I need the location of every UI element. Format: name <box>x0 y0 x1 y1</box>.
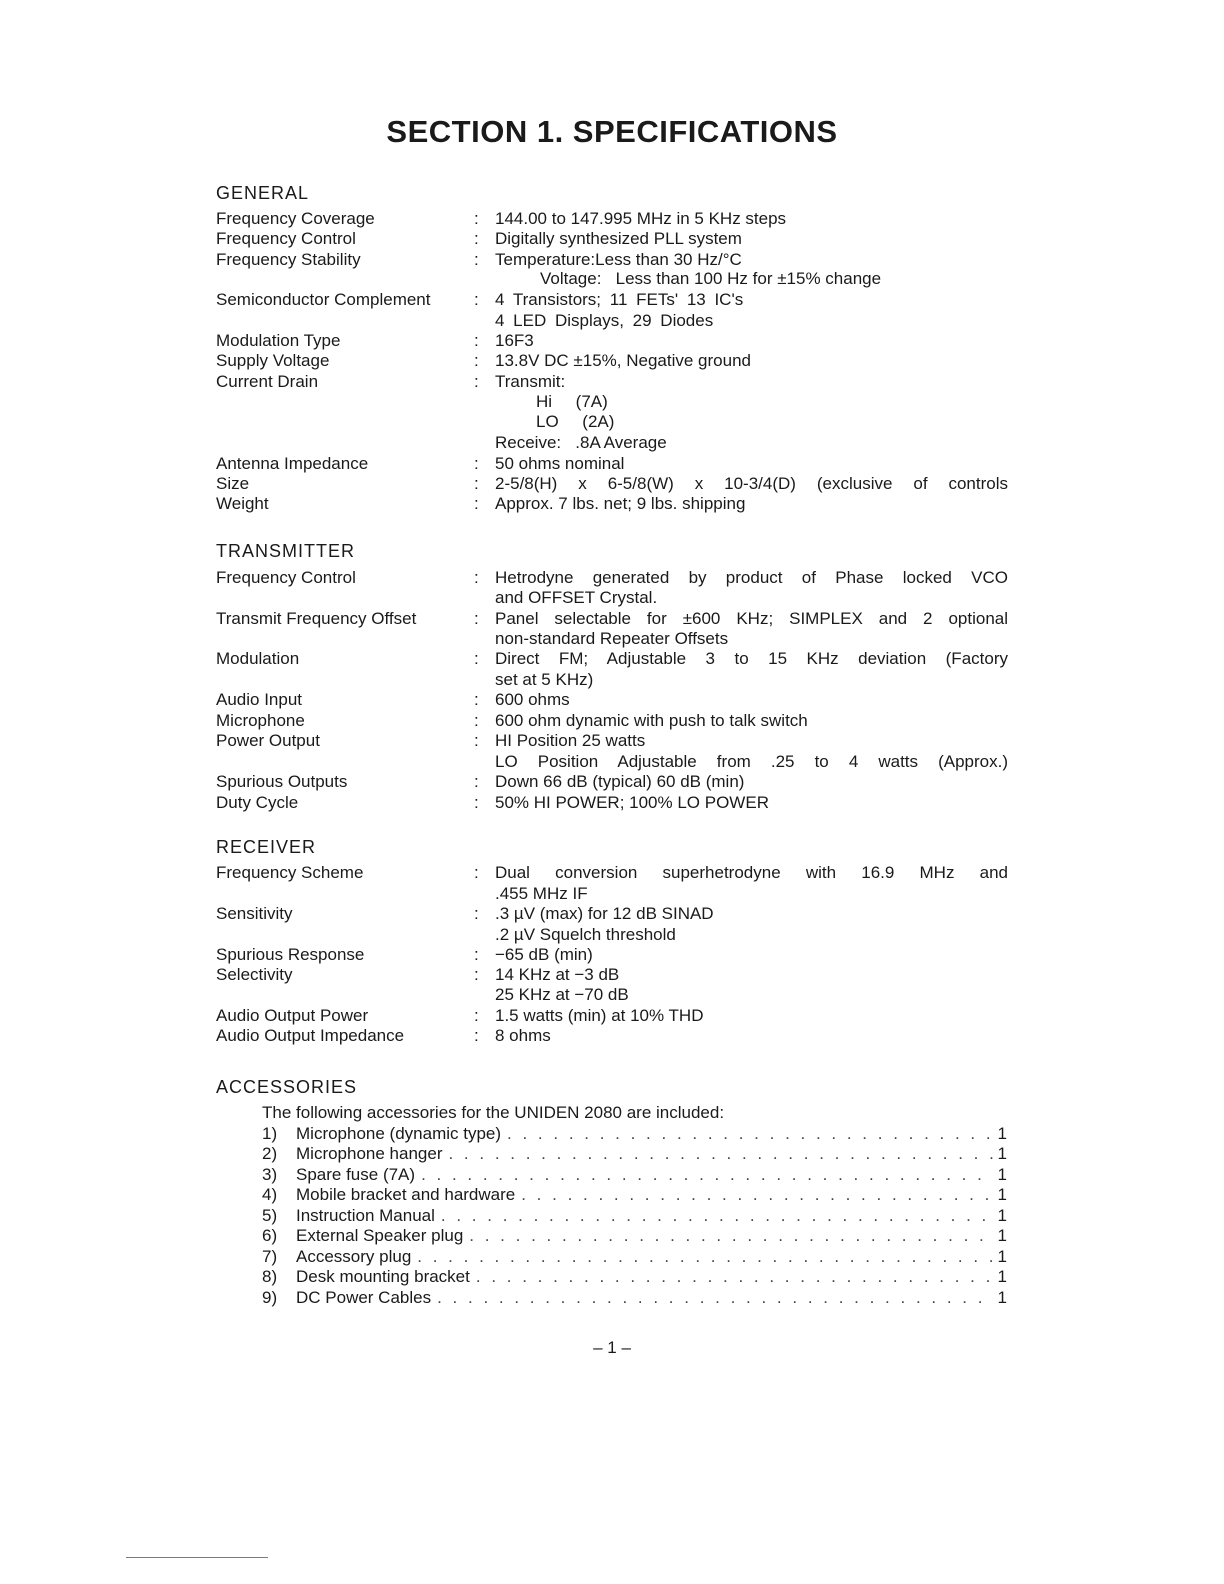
spec-line <box>216 588 1008 608</box>
spec-colon: : <box>474 793 479 812</box>
spec-colon: : <box>474 772 479 791</box>
spec-line <box>216 433 1008 453</box>
spec-colon: : <box>474 690 479 709</box>
list-item <box>262 1288 1007 1308</box>
spec-value: Panel selectable for ±600 KHz; SIMPLEX and 2 optional <box>495 609 1008 628</box>
spec-label: Modulation Type <box>216 331 341 350</box>
spec-colon: : <box>474 731 479 750</box>
spec-value: non-standard Repeater Offsets <box>495 629 729 648</box>
spec-colon: : <box>474 904 479 923</box>
item-quantity: 1 <box>997 1247 1007 1266</box>
spec-line <box>216 1006 1008 1026</box>
item-name: Spare fuse (7A) <box>296 1165 416 1184</box>
spec-line <box>216 412 1008 432</box>
section-heading-transmitter: TRANSMITTER <box>216 541 355 561</box>
item-number: 5) <box>262 1206 278 1225</box>
spec-line <box>216 209 1008 229</box>
item-number: 8) <box>262 1267 278 1286</box>
spec-label: Spurious Response <box>216 945 365 964</box>
spec-value: and OFFSET Crystal. <box>495 588 658 607</box>
item-name: Accessory plug <box>296 1247 412 1266</box>
spec-label: Transmit Frequency Offset <box>216 609 417 628</box>
item-number: 3) <box>262 1165 278 1184</box>
dot-leader <box>442 1144 993 1164</box>
item-quantity: 1 <box>997 1144 1007 1163</box>
spec-value: 25 KHz at −70 dB <box>495 985 629 1004</box>
spec-value: 16F3 <box>495 331 534 350</box>
item-number: 4) <box>262 1185 278 1204</box>
spec-colon: : <box>474 965 479 984</box>
spec-line <box>216 690 1008 710</box>
spec-line <box>216 670 1008 690</box>
spec-label: Modulation <box>216 649 300 668</box>
spec-value: LO (2A) <box>536 412 615 431</box>
spec-line <box>216 884 1008 904</box>
spec-line <box>216 229 1008 249</box>
spec-line <box>216 351 1008 371</box>
spec-value: −65 dB (min) <box>495 945 593 964</box>
footer-rule <box>126 1557 268 1558</box>
spec-value: .3 µV (max) for 12 dB SINAD <box>495 904 714 923</box>
item-name: Instruction Manual <box>296 1206 435 1225</box>
item-quantity: 1 <box>997 1267 1007 1286</box>
dot-leader <box>415 1165 993 1185</box>
spec-label: Power Output <box>216 731 320 750</box>
item-number: 2) <box>262 1144 278 1163</box>
spec-value: Direct FM; Adjustable 3 to 15 KHz deviation (Factory <box>495 649 1008 668</box>
spec-value: Dual conversion superhetrodyne with 16.9 MHz and <box>495 863 1008 882</box>
spec-line <box>216 731 1008 751</box>
item-number: 6) <box>262 1226 278 1245</box>
spec-value: .455 MHz IF <box>495 884 588 903</box>
spec-line <box>216 568 1008 588</box>
spec-line <box>216 711 1008 731</box>
spec-label: Semiconductor Complement <box>216 290 431 309</box>
spec-label: Selectivity <box>216 965 293 984</box>
item-name: Desk mounting bracket <box>296 1267 470 1286</box>
spec-colon: : <box>474 863 479 882</box>
spec-label: Microphone <box>216 711 305 730</box>
spec-line <box>216 609 1008 629</box>
spec-value: 600 ohm dynamic with push to talk switch <box>495 711 808 730</box>
spec-colon: : <box>474 649 479 668</box>
spec-line <box>216 863 1008 883</box>
spec-value: Approx. 7 lbs. net; 9 lbs. shipping <box>495 494 746 513</box>
spec-value: 8 ohms <box>495 1026 551 1045</box>
spec-label: Audio Input <box>216 690 303 709</box>
spec-line <box>216 372 1008 392</box>
spec-colon: : <box>474 331 479 350</box>
item-quantity: 1 <box>997 1165 1007 1184</box>
spec-colon: : <box>474 474 479 493</box>
list-item <box>262 1124 1007 1144</box>
spec-value: Transmit: <box>495 372 566 391</box>
spec-label: Supply Voltage <box>216 351 330 370</box>
spec-line <box>216 290 1008 310</box>
spec-colon: : <box>474 290 479 309</box>
dot-leader <box>470 1267 994 1287</box>
spec-line <box>216 269 1008 289</box>
item-number: 1) <box>262 1124 278 1143</box>
spec-value: 1.5 watts (min) at 10% THD <box>495 1006 704 1025</box>
spec-line <box>216 454 1008 474</box>
spec-line <box>216 1026 1008 1046</box>
dot-leader <box>411 1247 993 1267</box>
item-name: External Speaker plug <box>296 1226 464 1245</box>
spec-label: Audio Output Power <box>216 1006 369 1025</box>
spec-colon: : <box>474 711 479 730</box>
item-quantity: 1 <box>997 1124 1007 1143</box>
spec-colon: : <box>474 494 479 513</box>
spec-line <box>216 793 1008 813</box>
spec-label: Spurious Outputs <box>216 772 348 791</box>
spec-label: Antenna Impedance <box>216 454 369 473</box>
list-item <box>262 1165 1007 1185</box>
dot-leader <box>501 1124 994 1144</box>
accessories-intro: The following accessories for the UNIDEN 2080 are included: <box>262 1103 725 1122</box>
item-quantity: 1 <box>997 1206 1007 1225</box>
spec-line <box>216 311 1008 331</box>
list-item <box>262 1206 1007 1226</box>
spec-colon: : <box>474 454 479 473</box>
spec-colon: : <box>474 1006 479 1025</box>
section-heading-general: GENERAL <box>216 183 310 203</box>
spec-colon: : <box>474 351 479 370</box>
spec-colon: : <box>474 209 479 228</box>
spec-line <box>216 965 1008 985</box>
list-item <box>262 1144 1007 1164</box>
section-heading-receiver: RECEIVER <box>216 837 317 857</box>
spec-value: Voltage: Less than 100 Hz for ±15% change <box>540 269 882 288</box>
item-quantity: 1 <box>997 1226 1007 1245</box>
spec-colon: : <box>474 1026 479 1045</box>
spec-line <box>216 474 1008 494</box>
spec-value: Down 66 dB (typical) 60 dB (min) <box>495 772 745 791</box>
spec-value: 4 Transistors; 11 FETs' 13 IC's <box>495 290 744 309</box>
spec-line <box>216 985 1008 1005</box>
spec-line <box>216 945 1008 965</box>
item-name: Mobile bracket and hardware <box>296 1185 516 1204</box>
spec-line <box>216 392 1008 412</box>
spec-label: Current Drain <box>216 372 319 391</box>
spec-label: Sensitivity <box>216 904 293 923</box>
spec-colon: : <box>474 229 479 248</box>
section-heading-accessories: ACCESSORIES <box>216 1077 358 1097</box>
item-name: DC Power Cables <box>296 1288 432 1307</box>
list-item <box>262 1247 1007 1267</box>
spec-line <box>216 494 1008 514</box>
spec-value: Hetrodyne generated by product of Phase locked VCO <box>495 568 1008 587</box>
dot-leader <box>463 1226 993 1246</box>
spec-value: LO Position Adjustable from .25 to 4 watts (Approx.) <box>495 752 1008 771</box>
spec-label: Frequency Coverage <box>216 209 375 228</box>
spec-label: Audio Output Impedance <box>216 1026 405 1045</box>
spec-line <box>216 925 1008 945</box>
spec-colon: : <box>474 945 479 964</box>
spec-colon: : <box>474 568 479 587</box>
spec-colon: : <box>474 609 479 628</box>
spec-value: set at 5 KHz) <box>495 670 594 689</box>
spec-line <box>216 331 1008 351</box>
spec-value: 600 ohms <box>495 690 570 709</box>
spec-line <box>216 629 1008 649</box>
dot-leader <box>435 1206 994 1226</box>
dot-leader <box>431 1288 993 1308</box>
spec-value: 50 ohms nominal <box>495 454 625 473</box>
spec-value: 13.8V DC ±15%, Negative ground <box>495 351 751 370</box>
spec-colon: : <box>474 372 479 391</box>
spec-label: Frequency Stability <box>216 250 361 269</box>
spec-label: Duty Cycle <box>216 793 299 812</box>
spec-value: 4 LED Displays, 29 Diodes <box>495 311 714 330</box>
list-item <box>262 1185 1007 1205</box>
item-name: Microphone hanger <box>296 1144 443 1163</box>
spec-value: 14 KHz at −3 dB <box>495 965 620 984</box>
spec-line <box>216 649 1008 669</box>
spec-value: .2 µV Squelch threshold <box>495 925 676 944</box>
spec-value: 2-5/8(H) x 6-5/8(W) x 10-3/4(D) (exclusive of controls <box>495 474 1008 493</box>
list-item <box>262 1226 1007 1246</box>
spec-label: Size <box>216 474 250 493</box>
item-number: 7) <box>262 1247 278 1266</box>
spec-line <box>216 250 1008 270</box>
spec-value: Temperature:Less than 30 Hz/°C <box>495 250 742 269</box>
item-quantity: 1 <box>997 1185 1007 1204</box>
list-item <box>262 1267 1007 1287</box>
spec-line <box>216 752 1008 772</box>
page-number: – 1 – <box>593 1338 631 1357</box>
spec-line <box>216 904 1008 924</box>
item-quantity: 1 <box>997 1288 1007 1307</box>
item-number: 9) <box>262 1288 278 1307</box>
spec-value: HI Position 25 watts <box>495 731 646 750</box>
page-title: SECTION 1. SPECIFICATIONS <box>386 114 838 149</box>
spec-value: Digitally synthesized PLL system <box>495 229 742 248</box>
dot-leader <box>515 1185 993 1205</box>
spec-value: 144.00 to 147.995 MHz in 5 KHz steps <box>495 209 787 228</box>
item-name: Microphone (dynamic type) <box>296 1124 502 1143</box>
spec-label: Weight <box>216 494 269 513</box>
spec-value: 50% HI POWER; 100% LO POWER <box>495 793 769 812</box>
spec-label: Frequency Control <box>216 568 356 587</box>
spec-label: Frequency Control <box>216 229 356 248</box>
spec-line <box>216 772 1008 792</box>
spec-value: Hi (7A) <box>536 392 608 411</box>
spec-label: Frequency Scheme <box>216 863 364 882</box>
spec-colon: : <box>474 250 479 269</box>
spec-value: Receive: .8A Average <box>495 433 667 452</box>
